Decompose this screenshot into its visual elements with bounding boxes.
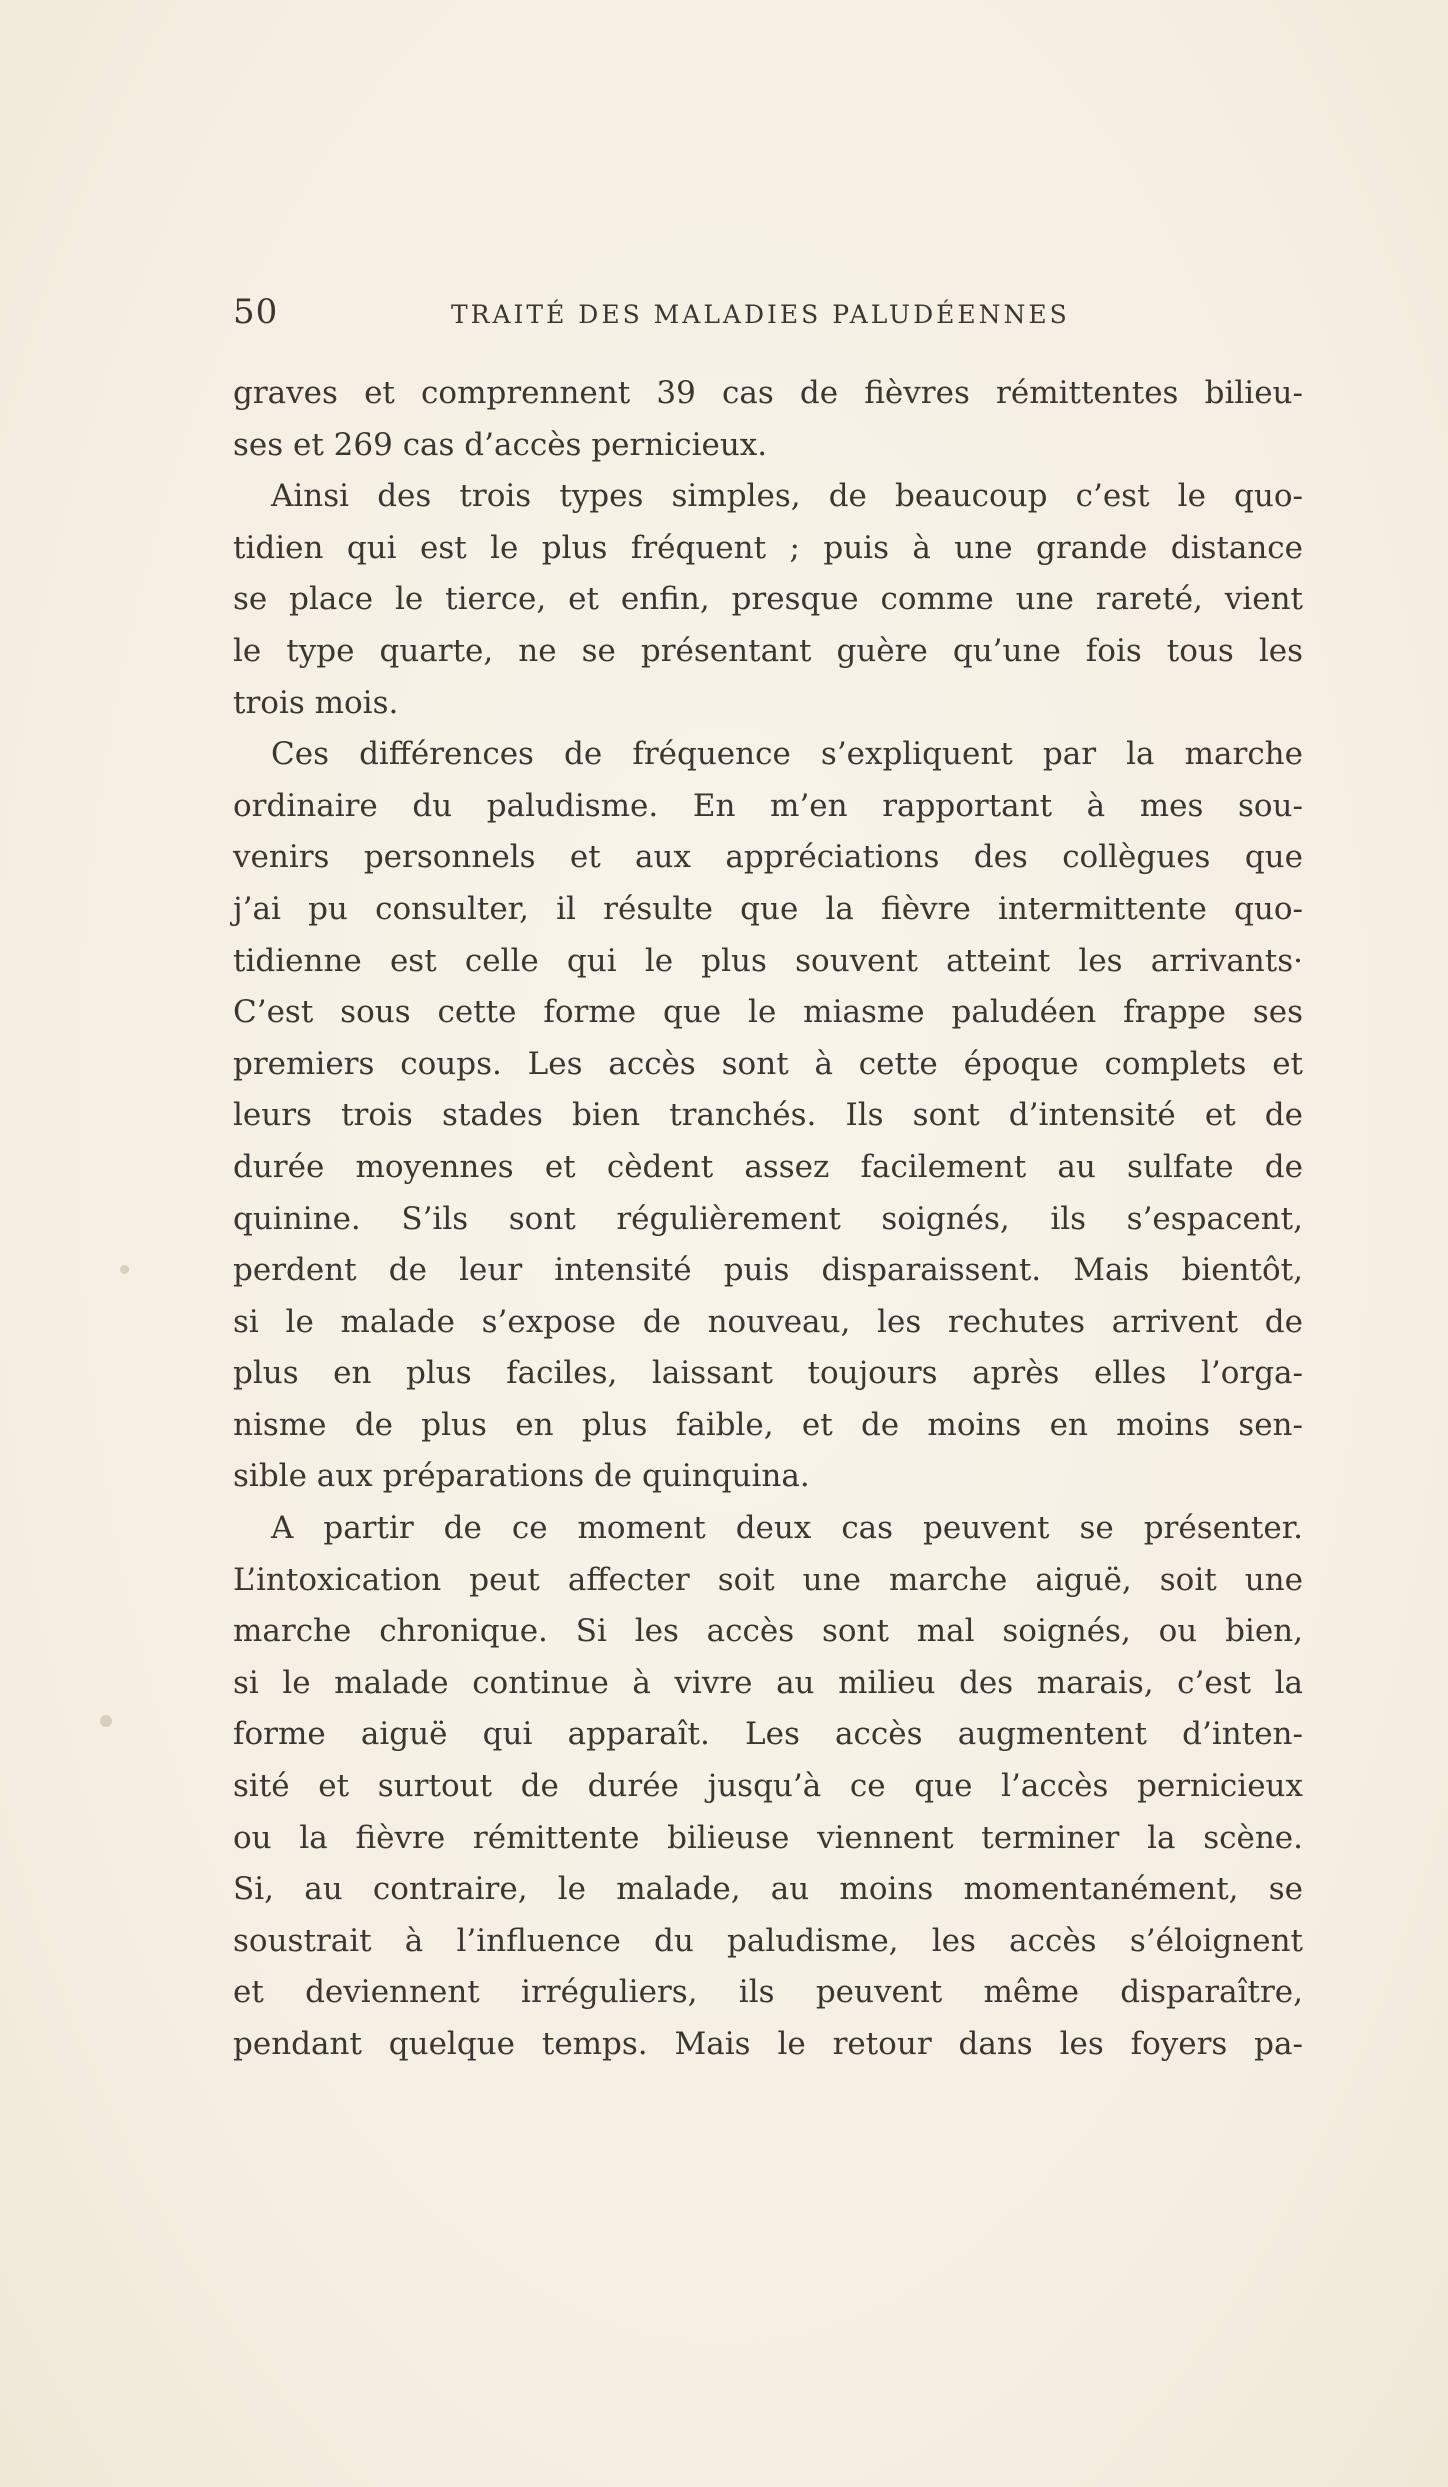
text-line: si le malade s’expose de nouveau, les rechutes arrivent de [233, 1303, 1303, 1340]
running-title: TRAITÉ DES MALADIES PALUDÉENNES [451, 300, 1070, 329]
text-line: soustrait à l’influence du paludisme, les accès s’éloignent [233, 1922, 1303, 1959]
text-line: venirs personnels et aux appréciations des collègues que [233, 839, 1303, 876]
text-line: si le malade continue à vivre au milieu des marais, c’est la [233, 1664, 1303, 1701]
text-line: sité et surtout de durée jusqu’à ce que l’accès pernicieux [233, 1768, 1303, 1805]
text-line: L’intoxication peut affecter soit une marche aiguë, soit une [233, 1561, 1303, 1598]
text-line: et deviennent irréguliers, ils peuvent même disparaître, [233, 1974, 1303, 2011]
paper-spot [100, 1715, 112, 1727]
paper-spot [120, 1265, 129, 1274]
text-line: ou la fièvre rémittente bilieuse viennent terminer la scène. [233, 1819, 1303, 1856]
text-line: premiers coups. Les accès sont à cette époque complets et [233, 1045, 1303, 1082]
text-line: leurs trois stades bien tranchés. Ils sont d’intensité et de [233, 1097, 1303, 1134]
text-line: tidien qui est le plus fréquent ; puis à une grande distance [233, 529, 1303, 566]
text-line: pendant quelque temps. Mais le retour dans les foyers pa- [233, 2026, 1303, 2062]
text-line: A partir de ce moment deux cas peuvent se présenter. [271, 1510, 1303, 1547]
text-line: Si, au contraire, le malade, au moins momentanément, se [233, 1871, 1303, 1908]
text-line: plus en plus faciles, laissant toujours après elles l’orga- [233, 1355, 1303, 1392]
text-line: trois mois. [233, 684, 399, 721]
text-line: Ces différences de fréquence s’expliquent par la marche [271, 736, 1303, 773]
text-line: forme aiguë qui apparaît. Les accès augmentent d’inten- [233, 1716, 1303, 1753]
text-line: durée moyennes et cèdent assez facilement au sulfate de [233, 1148, 1303, 1185]
text-line: graves et comprennent 39 cas de fièvres rémittentes bilieu- [233, 375, 1303, 411]
running-header [233, 290, 1313, 340]
text-line: C’est sous cette forme que le miasme paludéen frappe ses [233, 994, 1303, 1031]
body-text [233, 368, 1303, 2071]
text-line: Ainsi des trois types simples, de beaucoup c’est le quo- [271, 478, 1303, 515]
text-line: tidienne est celle qui le plus souvent atteint les arrivants· [233, 942, 1303, 979]
page-number: 50 [233, 292, 279, 332]
text-line: nisme de plus en plus faible, et de moins en moins sen- [233, 1406, 1303, 1443]
text-line: se place le tierce, et enfin, presque comme une rareté, vient [233, 581, 1303, 618]
text-line: ses et 269 cas d’accès pernicieux. [233, 426, 768, 463]
text-line: sible aux préparations de quinquina. [233, 1458, 810, 1495]
text-line: le type quarte, ne se présentant guère qu’une fois tous les [233, 632, 1303, 669]
text-line: quinine. S’ils sont régulièrement soignés, ils s’espacent, [233, 1200, 1303, 1237]
text-line: j’ai pu consulter, il résulte que la fièvre intermittente quo- [233, 890, 1303, 927]
text-line: marche chronique. Si les accès sont mal soignés, ou bien, [233, 1613, 1303, 1650]
text-line: perdent de leur intensité puis disparaissent. Mais bientôt, [233, 1252, 1303, 1289]
text-line: ordinaire du paludisme. En m’en rapportant à mes sou- [233, 787, 1303, 824]
